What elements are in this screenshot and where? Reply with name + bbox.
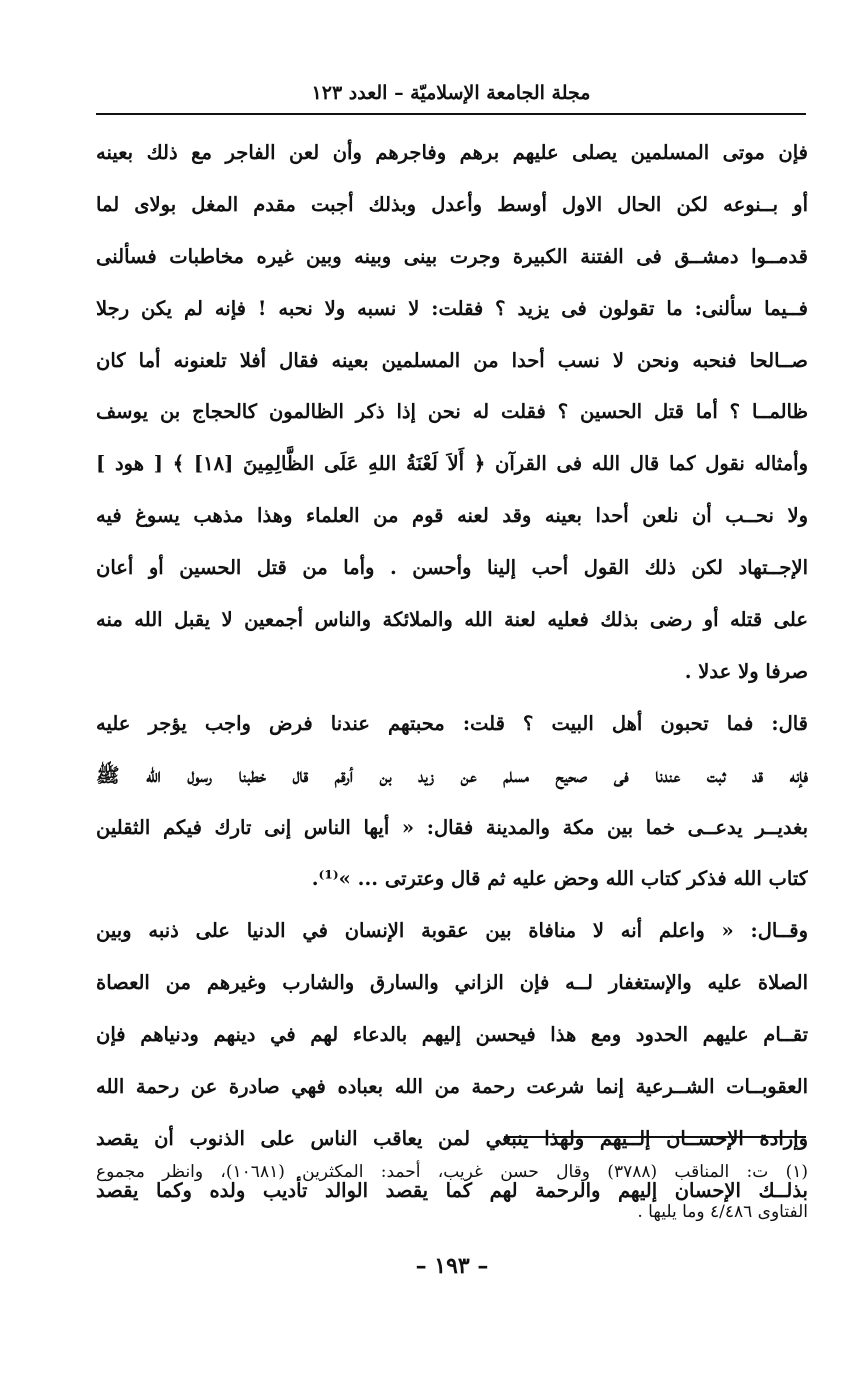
text-line: وقــال: « واعلم أنه لا منافاة بين عقوبة الإنسان في الدنيا على ذنبه وبين xyxy=(96,919,808,943)
text-line: العقوبــات الشــرعية إنما شرعت رحمة من الله بعباده فهي صادرة عن رحمة الله xyxy=(96,1075,808,1099)
page-number: – ١٩٣ – xyxy=(415,1253,489,1279)
text-line: وإرادة الإحســان إلــيهم ولهذا ينبغي لمن يعاقب الناس على الذنوب أن يقصد xyxy=(96,1126,808,1150)
text-line: فإنه قد ثبت عندنا فى صحيح مسلم عن زيد بن أرقم قال خطبنا رسول الله ﷺ xyxy=(96,763,808,787)
text-line: فإن موتى المسلمين يصلى عليهم برهم وفاجرهم وأن لعن الفاجر مع ذلك بعينه xyxy=(96,141,808,164)
footnotes xyxy=(96,1152,808,1232)
main-text xyxy=(96,127,808,1217)
footnote-line: الفتاوى ٤/٤٨٦ وما يليها . xyxy=(637,1202,808,1222)
text-line: بغديــر يدعــى خما بين مكة والمدينة فقال: « أيها الناس إنى تارك فيكم الثقلين xyxy=(96,815,808,839)
text-line: وأمثاله نقول كما قال الله فى القرآن ﴿ أَلاَ لَعْنَةُ اللهِ عَلَى الظَّالِمِينَ [١٨] ﴾ [ هود ] xyxy=(96,452,808,476)
text-line: صــالحا فنحبه ونحن لا نسب أحدا من المسلمين بعينه فقال أفلا تلعنونه أما كان xyxy=(96,348,808,372)
header-divider xyxy=(96,113,806,115)
text-line: الصلاة عليه والإستغفار لــه فإن الزاني والسارق والشارب وغيرهم من العصاة xyxy=(96,971,808,995)
footnote-line: (١) ت: المناقب (٣٧٨٨) وقال حسن غريب، أحمد: المكثرين (١٠٦٨١)، وانظر مجموع xyxy=(96,1162,808,1182)
running-header: مجلة الجامعة الإسلاميّة – العدد ١٢٣ xyxy=(311,82,591,104)
footnote-divider xyxy=(504,1136,806,1138)
text-line: قال: فما تحبون أهل البيت ؟ قلت: محبتهم عندنا فرض واجب يؤجر عليه xyxy=(96,711,808,735)
text-line: قدمــوا دمشــق فى الفتنة الكبيرة وجرت بينى وبينه وبين غيره مخاطبات فسألنى xyxy=(96,244,808,268)
text-line: تقــام عليهم الحدود ومع هذا فيحسن إليهم بالدعاء لهم في دينهم ودنياهم فإن xyxy=(96,1023,808,1047)
text-line: على قتله أو رضى بذلك فعليه لعنة الله والملائكة والناس أجمعين لا يقبل الله منه xyxy=(96,608,808,632)
paragraph-end-line: صرفا ولا عدلا . xyxy=(684,659,808,683)
text-line: بذلــك الإحسان إليهم والرحمة لهم كما يقصد الوالد تأديب ولده وكما يقصد xyxy=(96,1178,808,1202)
text-line: الإجــتهاد لكن ذلك القول أحب إلينا وأحسن . وأما من قتل الحسين أو أعان xyxy=(96,556,808,580)
text-line: ظالمــا ؟ أما قتل الحسين ؟ فقلت له نحن إذا ذكر الظالمون كالحجاج بن يوسف xyxy=(96,400,808,424)
text-line: أو بــنوعه لكن الحال الاول أوسط وأعدل وبذلك أجبت مقدم المغل بولاى لما xyxy=(96,192,808,216)
text-line: فــيما سألنى: ما تقولون فى يزيد ؟ فقلت: لا نسبه ولا نحبه ! فإنه لم يكن رجلا xyxy=(96,296,808,320)
text-line: ولا نحــب أن نلعن أحدا بعينه وقد لعنه قوم من العلماء وهذا مذهب يسوغ فيه xyxy=(96,504,808,528)
paragraph-end-line: كتاب الله فذكر كتاب الله وحض عليه ثم قال وعترتى ... »⁽¹⁾. xyxy=(311,867,808,891)
